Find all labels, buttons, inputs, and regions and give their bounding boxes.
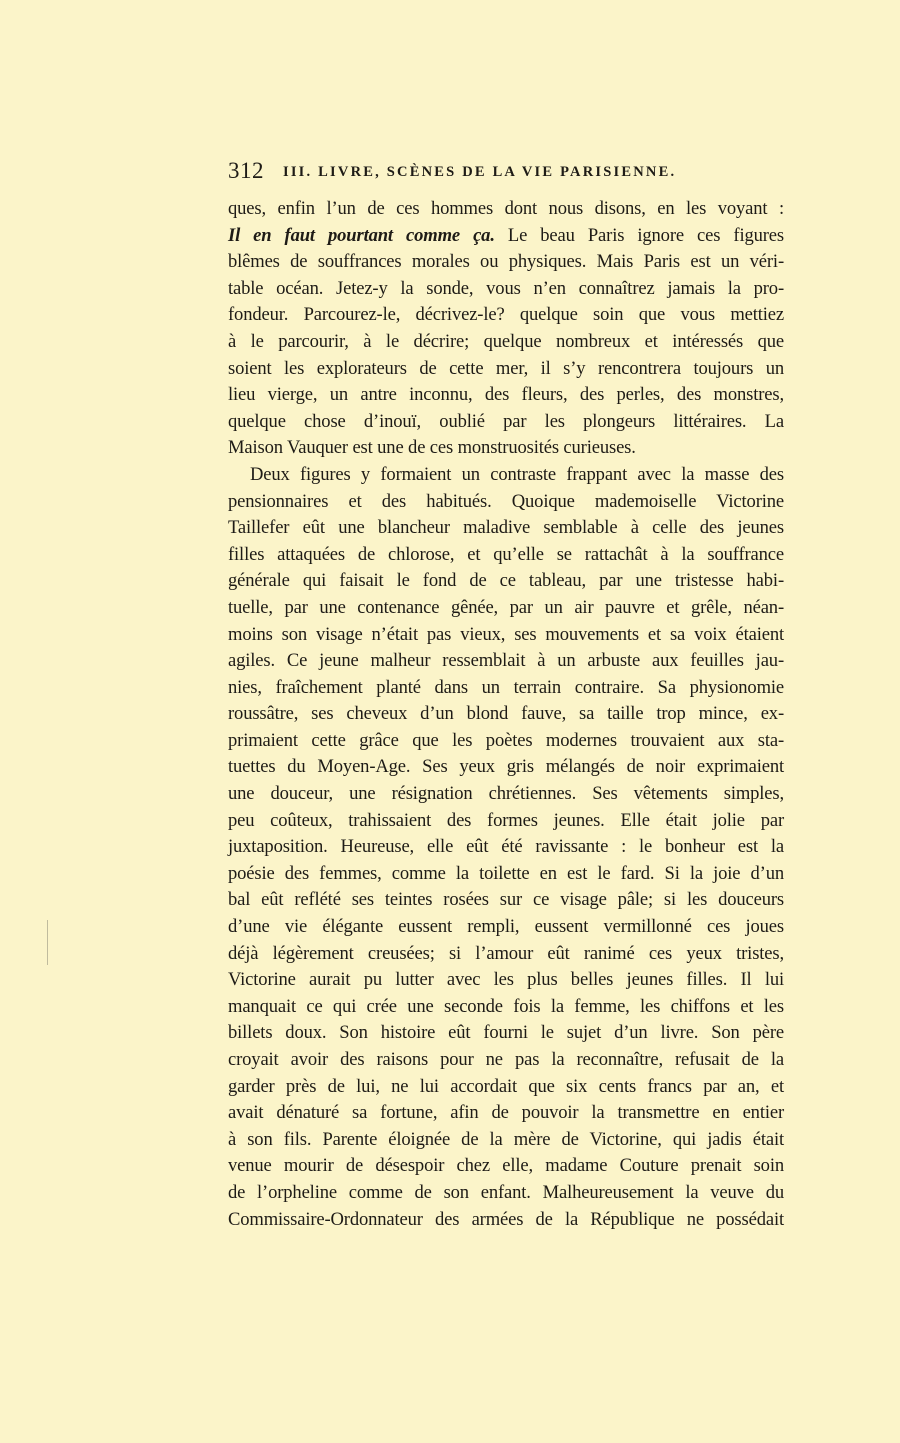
text-line: croyait avoir des raisons pour ne pas la reconnaître, refusait de la [228,1049,784,1070]
text-line: bal eût reflété ses teintes rosées sur ce visage pâle; si les douceurs [228,889,784,911]
line-text: Le beau Paris ignore ces figures [494,224,784,246]
text-line: tuettes du Moyen-Age. Ses yeux gris mélangés de noir exprimaient [228,756,784,778]
text-line: roussâtre, ses cheveux d’un blond fauve, sa taille trop mince, ex- [228,703,784,725]
running-title: III. LIVRE, SCÈNES DE LA VIE PARISIENNE. [283,164,677,180]
text-line: d’une vie élégante eussent rempli, eussent vermillonné ces joues [228,916,784,938]
text-line: nies, fraîchement planté dans un terrain contraire. Sa physionomie [228,676,784,698]
scan-margin-mark [47,920,48,965]
text-line: pensionnaires et des habitués. Quoique mademoiselle Victorine [228,490,784,512]
running-header [228,158,788,188]
text-line: une douceur, une résignation chrétiennes. Ses vêtements simples, [228,783,784,805]
text-line: Taillefer eût une blancheur maladive semblable à celle des jeunes [228,517,784,539]
text-line: avait dénaturé sa fortune, afin de pouvoir la transmettre en entier [228,1102,784,1124]
text-line: manquait ce qui crée une seconde fois la femme, les chiffons et les [228,995,784,1017]
text-line: générale qui faisait le fond de ce tableau, par une tristesse habi- [228,570,784,592]
page-body-text [228,196,784,1233]
text-line [228,223,784,250]
text-line: peu coûteux, trahissaient des formes jeunes. Elle était jolie par [228,809,784,831]
text-line: agiles. Ce jeune malheur ressemblait à un arbuste aux feuilles jau- [228,650,784,672]
text-line: déjà légèrement creusées; si l’amour eût ranimé ces yeux tristes, [228,942,784,964]
text-line: à son fils. Parente éloignée de la mère de Victorine, qui jadis était [228,1128,784,1150]
text-line: quelque chose d’inouï, oublié par les plongeurs littéraires. La [228,410,784,432]
text-line: Commissaire-Ordonnateur des armées de la République ne possédait [228,1208,784,1230]
text-line: soient les explorateurs de cette mer, il s’y rencontrera toujours un [228,357,784,379]
text-line: garder près de lui, ne lui accordait que six cents francs par an, et [228,1075,784,1097]
text-line: à le parcourir, à le décrire; quelque nombreux et intéressés que [228,330,784,352]
text-line: moins son visage n’était pas vieux, ses mouvements et sa voix étaient [228,623,784,645]
text-line: billets doux. Son histoire eût fourni le sujet d’un livre. Son père [228,1022,784,1044]
text-line: poésie des femmes, comme la toilette en est le fard. Si la joie d’un [228,862,784,884]
text-line: Maison Vauquer est une de ces monstruosités curieuses. [228,437,636,459]
text-line: lieu vierge, un antre inconnu, des fleurs, des perles, des monstres, [228,384,784,406]
text-line: filles attaquées de chlorose, et qu’elle se rattachât à la souffrance [228,543,784,565]
text-line: Victorine aurait pu lutter avec les plus belles jeunes filles. Il lui [228,969,784,991]
text-line: Deux figures y formaient un contraste frappant avec la masse des [250,463,784,485]
italic-phrase: Il en faut pourtant comme ça. [228,224,495,246]
text-line: fondeur. Parcourez-le, décrivez-le? quelque soin que vous mettiez [228,304,784,326]
text-line: ques, enfin l’un de ces hommes dont nous disons, en les voyant : [228,198,784,219]
page-number: 312 [228,158,264,183]
text-line: primaient cette grâce que les poètes modernes trouvaient aux sta- [228,729,784,751]
text-line: blêmes de souffrances morales ou physiques. Mais Paris est un véri- [228,251,784,273]
text-line: venue mourir de désespoir chez elle, madame Couture prenait soin [228,1155,784,1177]
text-line: table océan. Jetez-y la sonde, vous n’en connaîtrez jamais la pro- [228,277,784,299]
text-line: de l’orpheline comme de son enfant. Malheureusement la veuve du [228,1181,784,1203]
text-line: tuelle, par une contenance gênée, par un air pauvre et grêle, néan- [228,596,784,618]
text-line: juxtaposition. Heureuse, elle eût été ravissante : le bonheur est la [228,836,784,858]
